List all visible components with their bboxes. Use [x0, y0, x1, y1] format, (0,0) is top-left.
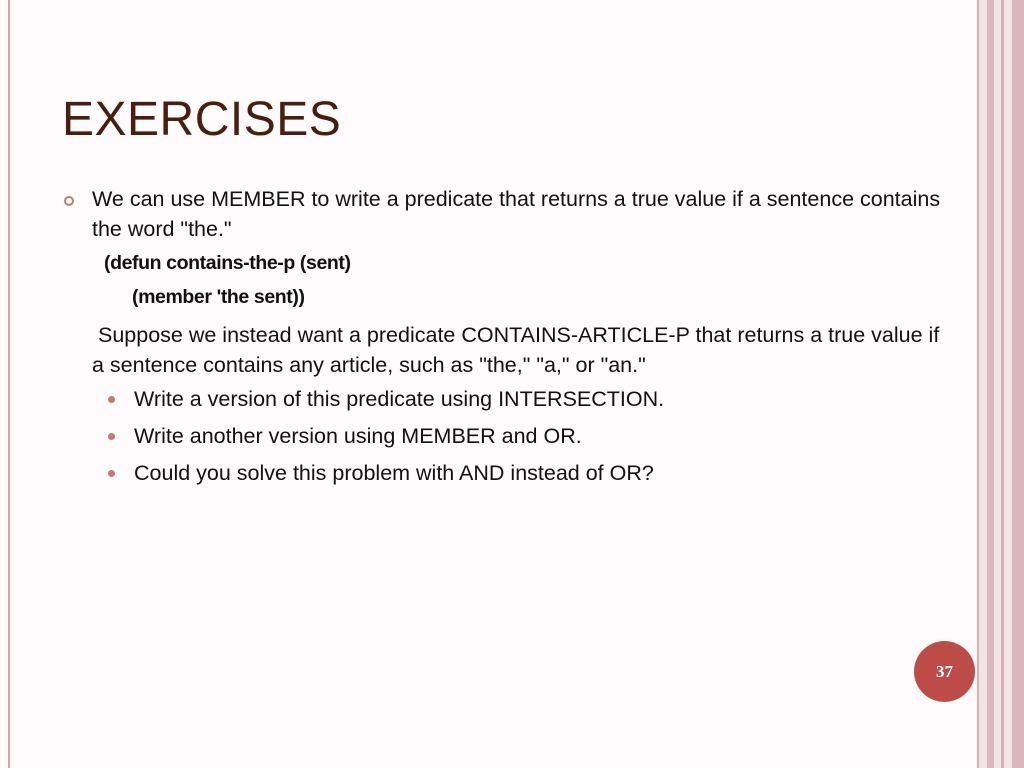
task-text: Write a version of this predicate using INTERSECTION. [134, 387, 665, 411]
task-text: Write another version using MEMBER and OR. [134, 424, 582, 448]
dot-bullet-icon [108, 470, 115, 477]
list-item [62, 421, 952, 451]
page-number-badge: 37 [914, 641, 975, 702]
right-decoration [977, 0, 1024, 768]
code-line-1: (defun contains-the-p (sent) [104, 252, 351, 274]
list-item [62, 384, 952, 414]
list-item [62, 458, 952, 488]
intro-text: We can use MEMBER to write a predicate that returns a true value if a sentence contains the word "the." [92, 187, 941, 241]
slide-title: EXERCISES [62, 93, 342, 146]
decor-stripe [1012, 0, 1024, 768]
slide-content [62, 184, 952, 495]
code-line-2: (member 'the sent)) [132, 286, 305, 308]
decor-stripe [977, 0, 979, 768]
intro-paragraph [62, 184, 952, 244]
decor-stripe [1001, 0, 1004, 768]
task-list [62, 384, 952, 488]
ring-bullet-icon [64, 196, 74, 206]
left-border-line [8, 0, 10, 768]
question-paragraph: Suppose we instead want a predicate CONTAINS-ARTICLE-P that returns a true value if a sentence contains any article, such as "the," "a," or "an." [92, 323, 940, 377]
dot-bullet-icon [108, 433, 115, 440]
dot-bullet-icon [108, 396, 115, 403]
task-text: Could you solve this problem with AND instead of OR? [134, 461, 654, 485]
decor-stripe [987, 0, 994, 768]
